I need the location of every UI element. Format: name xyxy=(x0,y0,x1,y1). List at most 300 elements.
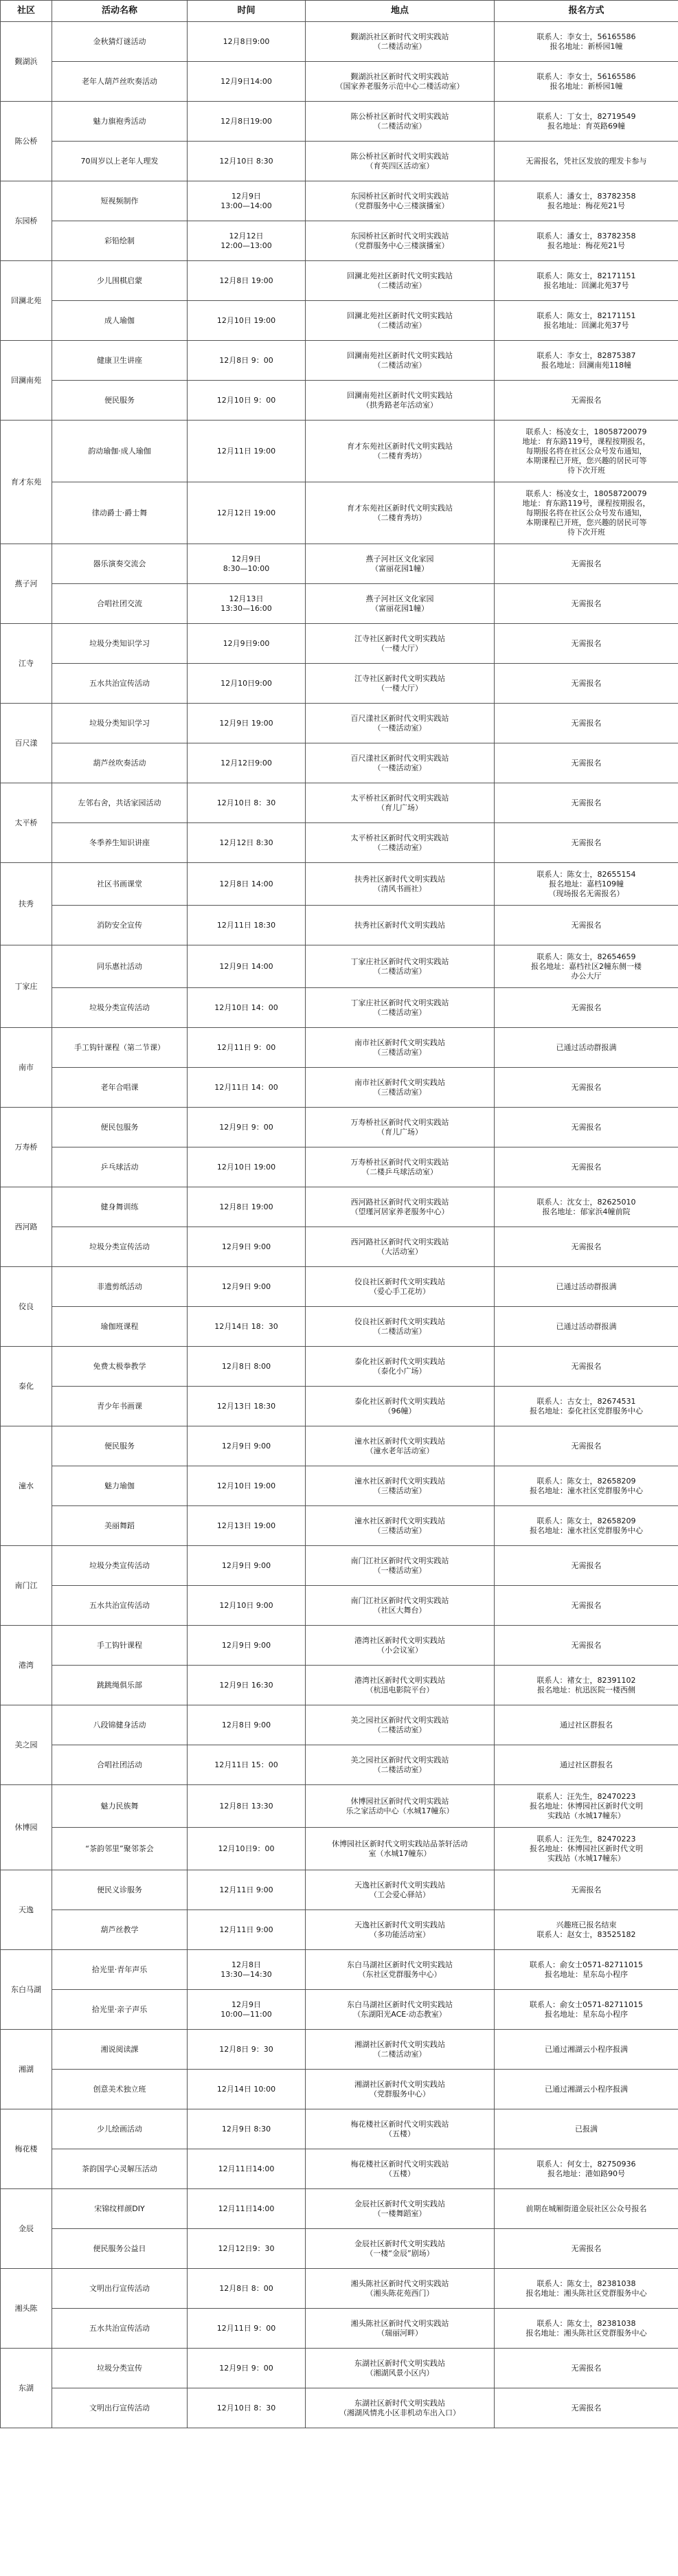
location-line: 觐湖浜社区新时代文明实践站 xyxy=(350,71,449,81)
time-cell xyxy=(188,482,306,544)
signup-cell xyxy=(495,1828,678,1870)
table-row xyxy=(1,1626,678,1666)
table-row xyxy=(1,1745,678,1785)
location-cell xyxy=(306,1910,495,1950)
time-cell xyxy=(188,381,306,421)
location-cell xyxy=(306,1426,495,1466)
header-activity-name: 活动名称 xyxy=(52,1,188,22)
time-line: 12月8日 19:00 xyxy=(219,1202,273,1211)
location-line: 百尺漾社区新时代文明实践站 xyxy=(350,713,449,723)
activity-name-cell: 宋锦纹样颜DIY xyxy=(52,2189,188,2229)
time-line: 8:30—10:00 xyxy=(223,563,270,573)
location-line: 丁家庄社区新时代文明实践站 xyxy=(350,998,449,1007)
signup-line: 报名地址：湘头陈社区党群服务中心 xyxy=(526,2328,647,2338)
time-cell xyxy=(188,1267,306,1307)
header-row xyxy=(1,1,678,22)
activity-name-cell: 拾光里·青年声乐 xyxy=(52,1950,188,1990)
signup-line: 报名地址：嘉档社区2幢东侧一楼 xyxy=(531,961,642,971)
signup-line: 无需报名 xyxy=(571,598,602,608)
location-cell xyxy=(306,2388,495,2428)
time-line: 12月10日 8：30 xyxy=(216,2403,276,2412)
table-row xyxy=(1,1028,678,1068)
signup-cell xyxy=(495,1187,678,1227)
table-row xyxy=(1,62,678,102)
location-cell xyxy=(306,1506,495,1546)
time-line: 12月9日 9：00 xyxy=(219,1122,273,1132)
location-line: 潼水社区新时代文明实践站 xyxy=(354,1476,445,1486)
table-row xyxy=(1,1705,678,1745)
activity-name-cell: 免费太极拳教学 xyxy=(52,1347,188,1387)
time-line: 12月8日 8：00 xyxy=(219,2283,273,2293)
time-cell xyxy=(188,906,306,945)
location-line: 港湾社区新时代文明实践站 xyxy=(354,1635,445,1645)
activity-name-cell: 少儿绘画活动 xyxy=(52,2109,188,2149)
time-line: 13:30—16:00 xyxy=(221,603,272,613)
signup-line: （现场报名无需报名） xyxy=(548,888,624,898)
table-row xyxy=(1,482,678,544)
location-line: （湘头陈花苑西门） xyxy=(365,2288,434,2298)
location-line: （一楼活动室） xyxy=(373,723,427,732)
location-line: 泰化社区新时代文明实践站 xyxy=(354,1396,445,1406)
signup-line: 联系人：陈女士，82658209 xyxy=(536,1476,636,1486)
time-cell xyxy=(188,1990,306,2030)
signup-line: 无需报名 xyxy=(571,1082,602,1092)
time-line: 12月8日 19:00 xyxy=(219,276,273,285)
signup-line: 联系人：俞女士0571-82711015 xyxy=(530,1960,643,1969)
activity-name-cell: 文明出行宣传活动 xyxy=(52,2269,188,2309)
signup-cell xyxy=(495,181,678,221)
activity-name-cell: 金秋猜灯谜活动 xyxy=(52,22,188,62)
signup-line: 无需报名 xyxy=(571,1885,602,1894)
time-cell xyxy=(188,301,306,341)
location-line: 天逸社区新时代文明实践站 xyxy=(354,1920,445,1929)
location-line: （育儿广场） xyxy=(377,1127,422,1136)
location-line: （东湖阳光ACE·动态教室） xyxy=(353,2009,447,2019)
activity-name-cell: 合唱社团活动 xyxy=(52,1745,188,1785)
location-line: （育儿广场） xyxy=(377,803,422,812)
activity-name-cell: 乒乓球活动 xyxy=(52,1147,188,1187)
location-cell xyxy=(306,2109,495,2149)
activity-name-cell: “茶韵邻里”聚邻茶会 xyxy=(52,1828,188,1870)
signup-cell xyxy=(495,482,678,544)
location-cell xyxy=(306,863,495,906)
location-cell xyxy=(306,1666,495,1705)
location-line: （五楼） xyxy=(385,2169,415,2178)
location-line: （二楼活动室） xyxy=(373,1725,427,1734)
table-row xyxy=(1,1506,678,1546)
location-line: （湘湖风情兆小区非机动车出入口） xyxy=(339,2408,460,2417)
signup-cell xyxy=(495,261,678,301)
community-cell: 湘湖 xyxy=(1,2030,52,2109)
time-line: 12月8日 13:30 xyxy=(219,1801,273,1811)
location-line: （三楼活动室） xyxy=(373,1087,427,1097)
signup-cell xyxy=(495,1466,678,1506)
table-row xyxy=(1,2189,678,2229)
signup-cell xyxy=(495,1267,678,1307)
location-line: 南门江社区新时代文明实践站 xyxy=(350,1556,449,1565)
table-row xyxy=(1,1910,678,1950)
signup-line: 联系人：沈女士，82625010 xyxy=(536,1197,636,1207)
community-cell: 佼良 xyxy=(1,1267,52,1347)
signup-line: 本期课程已开班，您兴趣的居民可等 xyxy=(526,517,647,527)
signup-line: 无需报名 xyxy=(571,1122,602,1132)
activity-name-cell: 彩铅绘制 xyxy=(52,221,188,261)
time-line: 12月8日 14:00 xyxy=(219,879,273,888)
signup-cell xyxy=(495,1147,678,1187)
header-community: 社区 xyxy=(1,1,52,22)
time-cell xyxy=(188,1785,306,1828)
location-cell xyxy=(306,664,495,704)
location-cell xyxy=(306,381,495,421)
location-cell xyxy=(306,1267,495,1307)
signup-line: 无需报名 xyxy=(571,758,602,768)
time-line: 12月9日 xyxy=(231,191,261,201)
signup-line: 联系人：丁女士，82719549 xyxy=(536,111,636,121)
activity-name-cell: 文明出行宣传活动 xyxy=(52,2388,188,2428)
activity-name-cell: 健身舞训练 xyxy=(52,1187,188,1227)
signup-line: 报名地址：休博园社区新时代文明 xyxy=(530,1844,643,1853)
location-line: 休博园社区新时代文明实践站 xyxy=(350,1796,449,1806)
signup-cell xyxy=(495,2388,678,2428)
location-line: （二楼活动室） xyxy=(373,1326,427,1336)
signup-line: 联系人：陈女士，82658209 xyxy=(536,1516,636,1525)
signup-cell xyxy=(495,102,678,142)
table-row xyxy=(1,863,678,906)
signup-line: 报名地址：潼水社区党群服务中心 xyxy=(530,1486,643,1495)
location-line: 回澜北苑社区新时代文明实践站 xyxy=(347,311,453,320)
time-line: 12月11日 9：00 xyxy=(216,1042,276,1052)
table-row xyxy=(1,1990,678,2030)
activity-name-cell: 五水共治宣传活动 xyxy=(52,664,188,704)
activity-name-cell: 五水共治宣传活动 xyxy=(52,1586,188,1626)
table-row xyxy=(1,988,678,1028)
location-cell xyxy=(306,22,495,62)
activity-name-cell: 器乐演奏交流会 xyxy=(52,544,188,584)
table-row xyxy=(1,221,678,261)
time-cell xyxy=(188,584,306,624)
location-line: 育才东苑社区新时代文明实践站 xyxy=(347,441,453,451)
table-row xyxy=(1,1187,678,1227)
signup-line: 联系人：赵女士，83525182 xyxy=(536,1929,636,1939)
location-line: 陈公桥社区新时代文明实践站 xyxy=(350,111,449,121)
activity-name-cell: 健康卫生讲座 xyxy=(52,341,188,381)
signup-cell xyxy=(495,704,678,743)
signup-line: 无需报名，凭社区发放的理发卡参与 xyxy=(526,156,647,166)
location-line: 美之园社区新时代文明实践站 xyxy=(350,1715,449,1725)
location-line: 江寺社区新时代文明实践站 xyxy=(354,673,445,683)
time-cell xyxy=(188,1466,306,1506)
location-cell xyxy=(306,1828,495,1870)
location-line: （潼水老年活动室） xyxy=(365,1446,434,1455)
signup-line: 地址：育东路119号，课程按期报名， xyxy=(522,498,651,508)
signup-line: 联系人：陈女士，82171151 xyxy=(536,311,636,320)
signup-line: 无需报名 xyxy=(571,838,602,847)
location-line: （湘湖风景小区内） xyxy=(365,2368,434,2377)
location-line: 佼良社区新时代文明实践站 xyxy=(354,1317,445,1326)
community-cell: 港湾 xyxy=(1,1626,52,1705)
time-line: 12月8日 9:00 xyxy=(221,1720,271,1729)
location-line: 丁家庄社区新时代文明实践站 xyxy=(350,956,449,966)
signup-line: 报名地址：潼水社区党群服务中心 xyxy=(530,1525,643,1535)
signup-cell xyxy=(495,988,678,1028)
table-row xyxy=(1,704,678,743)
table-row xyxy=(1,1666,678,1705)
signup-cell xyxy=(495,1785,678,1828)
time-cell xyxy=(188,261,306,301)
signup-cell xyxy=(495,544,678,584)
signup-line: 联系人：杨凌女士，18058720079 xyxy=(526,489,647,498)
activity-name-cell: 葫芦丝教学 xyxy=(52,1910,188,1950)
location-line: （96幢） xyxy=(383,1406,416,1415)
location-line: （富丽花园1幢） xyxy=(371,603,429,613)
signup-line: 联系人：汪先生，82470223 xyxy=(536,1834,636,1844)
time-line: 12月11日 18:30 xyxy=(216,920,276,930)
location-cell xyxy=(306,221,495,261)
location-line: （二楼活动室） xyxy=(373,280,427,290)
location-line: 东园桥社区新时代文明实践站 xyxy=(350,231,449,240)
time-cell xyxy=(188,181,306,221)
signup-line: 联系人：汪先生，82470223 xyxy=(536,1791,636,1801)
location-line: （二楼活动室） xyxy=(373,121,427,131)
signup-line: 报名地址：梅花苑21号 xyxy=(547,240,625,250)
location-line: 东湖社区新时代文明实践站 xyxy=(354,2358,445,2368)
activity-name-cell: 拾光里·亲子声乐 xyxy=(52,1990,188,2030)
time-line: 12:00—13:00 xyxy=(221,240,272,250)
signup-line: 无需报名 xyxy=(571,798,602,807)
signup-cell xyxy=(495,1626,678,1666)
table-row xyxy=(1,743,678,783)
time-cell xyxy=(188,1546,306,1586)
time-cell xyxy=(188,743,306,783)
time-line: 12月11日 19:00 xyxy=(216,446,276,456)
location-line: 室（水城17幢东） xyxy=(368,1848,431,1858)
location-cell xyxy=(306,2309,495,2349)
location-line: （党群服务中心） xyxy=(370,2089,430,2098)
signup-line: 联系人：陈女士，82654659 xyxy=(536,952,636,961)
time-line: 12月10日 8：30 xyxy=(216,798,276,807)
time-cell xyxy=(188,2388,306,2428)
location-line: （二楼活动室） xyxy=(373,966,427,976)
community-cell: 休博园 xyxy=(1,1785,52,1870)
location-cell xyxy=(306,1705,495,1745)
time-line: 12月9日 19:00 xyxy=(219,718,273,728)
time-cell xyxy=(188,1626,306,1666)
location-line: 太平桥社区新时代文明实践站 xyxy=(350,833,449,842)
location-line: 陈公桥社区新时代文明实践站 xyxy=(350,151,449,161)
activity-name-cell: 消防安全宣传 xyxy=(52,906,188,945)
activity-name-cell: 垃圾分类宣传活动 xyxy=(52,1546,188,1586)
activity-name-cell: 左邻右舍，共话家园活动 xyxy=(52,783,188,823)
activity-name-cell: 老年人葫芦丝吹奏活动 xyxy=(52,62,188,102)
location-cell xyxy=(306,1990,495,2030)
signup-line: 每期报名将在社区公众号发布通知， xyxy=(526,446,647,456)
location-line: 东园桥社区新时代文明实践站 xyxy=(350,191,449,201)
activity-name-cell: 老年合唱课 xyxy=(52,1068,188,1108)
signup-line: 地址：育东路119号，课程按期报名， xyxy=(522,436,651,446)
signup-cell xyxy=(495,2030,678,2070)
signup-line: 报名地址：星东岛小程序 xyxy=(545,2009,628,2019)
time-line: 12月9日 xyxy=(231,2000,261,2009)
time-cell xyxy=(188,2309,306,2349)
table-row xyxy=(1,664,678,704)
location-line: （小会议室） xyxy=(377,1645,422,1655)
time-line: 12月9日9:00 xyxy=(223,638,270,648)
time-line: 12月9日 9:00 xyxy=(221,1560,271,1570)
signup-line: 报名地址：新桥园1幢 xyxy=(550,81,623,91)
location-cell xyxy=(306,1028,495,1068)
signup-line: 联系人：陈女士，82381038 xyxy=(536,2278,636,2288)
table-row xyxy=(1,1870,678,1910)
table-row xyxy=(1,2388,678,2428)
location-line: （多功能活动室） xyxy=(370,1929,430,1939)
signup-cell xyxy=(495,301,678,341)
location-line: （工会爱心驿站） xyxy=(370,1890,430,1899)
community-cell: 美之园 xyxy=(1,1705,52,1785)
location-line: （一楼活动室） xyxy=(373,763,427,772)
table-row xyxy=(1,1950,678,1990)
time-cell xyxy=(188,1910,306,1950)
table-row xyxy=(1,2070,678,2109)
location-line: 潼水社区新时代文明实践站 xyxy=(354,1436,445,1446)
signup-cell xyxy=(495,743,678,783)
location-cell xyxy=(306,823,495,863)
table-body xyxy=(1,22,678,2428)
signup-line: 联系人：褚女士，82391102 xyxy=(536,1675,636,1685)
location-line: （党群服务中心三楼演播室） xyxy=(350,201,449,210)
location-line: （一楼活动室） xyxy=(373,1565,427,1575)
table-row xyxy=(1,261,678,301)
table-row xyxy=(1,2349,678,2388)
signup-line: 联系人：陈女士，82171151 xyxy=(536,271,636,280)
signup-cell xyxy=(495,381,678,421)
activity-name-cell: 八段锦健身活动 xyxy=(52,1705,188,1745)
location-line: 天逸社区新时代文明实践站 xyxy=(354,1880,445,1890)
community-cell: 百尺漾 xyxy=(1,704,52,783)
location-cell xyxy=(306,1626,495,1666)
time-line: 12月13日 19:00 xyxy=(216,1521,276,1530)
location-cell xyxy=(306,2149,495,2189)
signup-line: 实践站（水城17幢东） xyxy=(547,1853,625,1863)
table-row xyxy=(1,341,678,381)
time-cell xyxy=(188,1506,306,1546)
signup-line: 联系人：杨凌女士，18058720079 xyxy=(526,427,647,436)
location-cell xyxy=(306,1870,495,1910)
table-row xyxy=(1,301,678,341)
signup-line: 无需报名 xyxy=(571,1003,602,1012)
time-cell xyxy=(188,988,306,1028)
signup-cell xyxy=(495,2070,678,2109)
table-row xyxy=(1,1347,678,1387)
time-cell xyxy=(188,1387,306,1426)
location-line: 港湾社区新时代文明实践站 xyxy=(354,1675,445,1685)
location-cell xyxy=(306,2070,495,2109)
time-line: 12月14日 18：30 xyxy=(214,1321,278,1331)
table-row xyxy=(1,1546,678,1586)
time-cell xyxy=(188,62,306,102)
community-cell: 江寺 xyxy=(1,624,52,704)
location-cell xyxy=(306,704,495,743)
time-cell xyxy=(188,1745,306,1785)
location-line: （一楼舞蹈室） xyxy=(373,2208,427,2218)
location-cell xyxy=(306,1950,495,1990)
time-cell xyxy=(188,945,306,988)
table-row xyxy=(1,1147,678,1187)
location-line: 燕子河社区文化家园 xyxy=(365,554,434,563)
location-line: 东白马湖社区新时代文明实践站 xyxy=(347,1960,453,1969)
signup-line: 无需报名 xyxy=(571,1560,602,1570)
community-cell: 金辰 xyxy=(1,2189,52,2269)
signup-line: 联系人：俞女士0571-82711015 xyxy=(530,2000,643,2009)
location-cell xyxy=(306,1586,495,1626)
signup-cell xyxy=(495,1910,678,1950)
table-row xyxy=(1,1267,678,1307)
time-line: 12月10日 14：00 xyxy=(214,1003,278,1012)
location-line: 回澜北苑社区新时代文明实践站 xyxy=(347,271,453,280)
activity-name-cell: 短视频制作 xyxy=(52,181,188,221)
location-cell xyxy=(306,544,495,584)
time-cell xyxy=(188,1828,306,1870)
community-cell: 西河路 xyxy=(1,1187,52,1267)
activity-name-cell: 垃圾分类宣传 xyxy=(52,2349,188,2388)
community-cell: 潼水 xyxy=(1,1426,52,1546)
signup-line: 无需报名 xyxy=(571,1242,602,1251)
signup-cell xyxy=(495,1950,678,1990)
location-line: 万寿桥社区新时代文明实践站 xyxy=(350,1117,449,1127)
location-cell xyxy=(306,1108,495,1147)
time-cell xyxy=(188,1426,306,1466)
signup-line: 报名地址：回澜南苑118幢 xyxy=(541,360,631,370)
time-line: 12月8日 9：30 xyxy=(219,2044,273,2054)
time-line: 12月10日9：00 xyxy=(218,1844,275,1853)
time-cell xyxy=(188,2349,306,2388)
signup-line: 报名地址：郁家浜4幢前院 xyxy=(542,1207,631,1216)
signup-cell xyxy=(495,1990,678,2030)
time-line: 12月9日 9:00 xyxy=(221,1640,271,1650)
signup-cell xyxy=(495,783,678,823)
signup-line: 报名地址：嘉档109幢 xyxy=(549,879,624,888)
time-cell xyxy=(188,2269,306,2309)
signup-line: 无需报名 xyxy=(571,1162,602,1172)
activity-name-cell: 合唱社团交流 xyxy=(52,584,188,624)
location-line: （二楼活动室） xyxy=(373,41,427,51)
signup-line: 报名地址：杭迅医院一楼西侧 xyxy=(537,1685,635,1694)
time-cell xyxy=(188,1870,306,1910)
table-row xyxy=(1,1466,678,1506)
location-cell xyxy=(306,261,495,301)
location-cell xyxy=(306,181,495,221)
time-cell xyxy=(188,2030,306,2070)
signup-cell xyxy=(495,664,678,704)
table-row xyxy=(1,142,678,181)
time-cell xyxy=(188,664,306,704)
location-line: （三楼活动室） xyxy=(373,1047,427,1057)
signup-cell xyxy=(495,863,678,906)
activity-name-cell: 手工钩针课程 xyxy=(52,1626,188,1666)
location-cell xyxy=(306,584,495,624)
time-line: 12月11日 15：00 xyxy=(214,1760,278,1769)
time-cell xyxy=(188,1227,306,1267)
time-line: 12月11日 9:00 xyxy=(219,1925,273,1934)
location-line: 梅花楼社区新时代文明实践站 xyxy=(350,2159,449,2169)
signup-line: 已通过活动群报满 xyxy=(556,1042,617,1052)
signup-cell xyxy=(495,1870,678,1910)
time-line: 12月12日 xyxy=(229,231,264,240)
location-cell xyxy=(306,945,495,988)
activity-name-cell: 便民服务公益日 xyxy=(52,2229,188,2269)
activity-name-cell: 垃圾分类宣传活动 xyxy=(52,988,188,1028)
location-cell xyxy=(306,102,495,142)
location-cell xyxy=(306,1387,495,1426)
